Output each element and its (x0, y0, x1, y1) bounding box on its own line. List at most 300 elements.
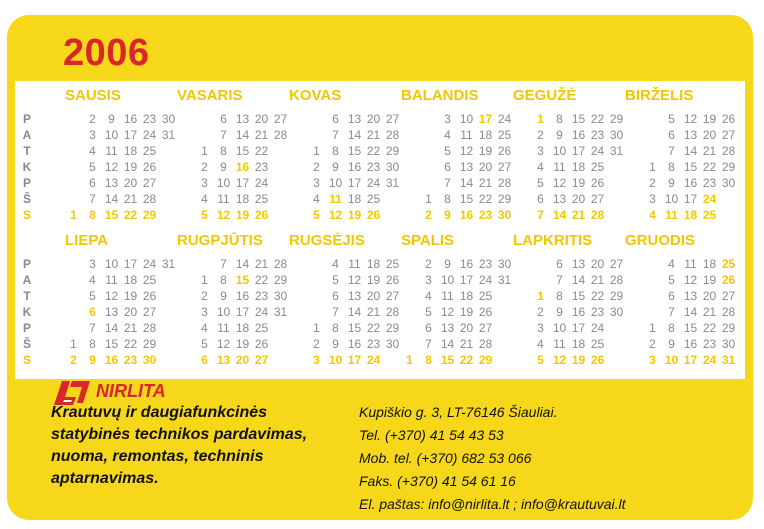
company-description-line: aptarnavimas. (51, 470, 159, 487)
day-cell: 14 (552, 208, 567, 222)
day-cell: 24 (497, 112, 512, 126)
day-cell: 10 (328, 176, 343, 190)
day-cell: 25 (142, 144, 157, 158)
day-cell: 10 (104, 257, 119, 271)
day-cell: 24 (366, 176, 381, 190)
day-cell: 20 (235, 353, 250, 367)
day-cell: 22 (702, 321, 717, 335)
day-cell: 14 (347, 128, 362, 142)
day-cell: 11 (217, 192, 230, 206)
day-cell: 17 (123, 257, 138, 271)
company-description-line: nuoma, remontas, techninis (51, 448, 264, 465)
day-cell: 29 (609, 112, 624, 126)
month-name: BIRŽELIS (625, 87, 694, 104)
month-block (401, 87, 515, 227)
day-cell: 1 (201, 273, 208, 287)
day-cell: 28 (273, 257, 288, 271)
weekday-label: T (23, 289, 31, 303)
day-cell: 6 (668, 128, 675, 142)
day-cell: 20 (478, 160, 493, 174)
day-cell: 2 (649, 176, 656, 190)
day-cell: 3 (89, 128, 96, 142)
day-cell: 3 (537, 321, 544, 335)
day-cell: 17 (347, 353, 362, 367)
day-cell: 13 (459, 160, 474, 174)
day-cell: 7 (332, 128, 339, 142)
weekday-label: P (22, 112, 31, 126)
day-cell: 12 (216, 337, 231, 351)
day-cell: 11 (105, 144, 118, 158)
day-cell: 4 (537, 337, 544, 351)
day-cell: 17 (235, 176, 250, 190)
day-cell: 8 (444, 192, 451, 206)
day-cell: 28 (609, 273, 624, 287)
day-cell: 20 (459, 321, 474, 335)
month-name: KOVAS (289, 87, 342, 104)
day-cell: 25 (385, 257, 400, 271)
day-cell: 14 (104, 192, 119, 206)
day-cell: 7 (332, 305, 339, 319)
day-cell: 4 (201, 192, 208, 206)
day-cell: 15 (235, 144, 250, 158)
day-cell: 30 (273, 289, 288, 303)
day-cell: 7 (537, 208, 544, 222)
day-cell: 2 (201, 160, 208, 174)
month-name: SAUSIS (65, 87, 121, 104)
year-title: 2006 (63, 32, 150, 74)
day-cell: 8 (668, 160, 675, 174)
day-cell: 21 (366, 305, 381, 319)
day-cell: 29 (478, 353, 493, 367)
day-cell: 16 (104, 353, 119, 367)
month-name: GEGUŽĖ (513, 87, 577, 104)
day-cell: 12 (104, 289, 119, 303)
day-cell: 31 (161, 257, 176, 271)
day-cell: 4 (89, 144, 96, 158)
day-cell: 15 (571, 112, 586, 126)
month-block (513, 232, 627, 372)
weekday-label: P (22, 257, 31, 271)
day-cell: 24 (142, 128, 157, 142)
company-fax: Faks. (+370) 41 54 61 16 (359, 473, 516, 489)
day-cell: 19 (702, 273, 717, 287)
day-cell: 2 (313, 160, 320, 174)
day-cell: 28 (721, 305, 736, 319)
day-cell: 22 (590, 289, 605, 303)
day-cell: 16 (683, 176, 698, 190)
day-cell: 7 (220, 128, 227, 142)
day-cell: 21 (590, 273, 605, 287)
day-cell: 13 (683, 128, 698, 142)
day-cell: 30 (497, 257, 512, 271)
day-cell: 18 (571, 160, 586, 174)
day-cell: 15 (459, 192, 474, 206)
day-cell: 22 (123, 337, 138, 351)
day-cell: 29 (385, 321, 400, 335)
day-cell: 1 (425, 192, 432, 206)
day-cell: 10 (328, 353, 343, 367)
day-cell: 21 (123, 321, 138, 335)
day-cell: 12 (440, 305, 455, 319)
day-cell: 5 (201, 208, 208, 222)
month-name: RUGSĖJIS (289, 232, 365, 249)
day-cell: 16 (459, 257, 474, 271)
weekday-label: Š (22, 337, 31, 351)
day-cell: 30 (609, 128, 624, 142)
day-cell: 6 (537, 192, 544, 206)
day-cell: 3 (537, 144, 544, 158)
day-cell: 9 (108, 112, 115, 126)
day-cell: 13 (104, 176, 119, 190)
day-cell: 8 (668, 321, 675, 335)
day-cell: 1 (649, 321, 656, 335)
day-cell: 28 (590, 208, 605, 222)
day-cell: 11 (329, 192, 342, 206)
day-cell: 7 (220, 257, 227, 271)
day-cell: 9 (668, 337, 675, 351)
day-cell: 9 (220, 289, 227, 303)
day-cell: 14 (440, 337, 455, 351)
day-cell: 23 (590, 128, 605, 142)
day-cell: 12 (683, 112, 698, 126)
day-cell: 21 (478, 176, 493, 190)
month-block (625, 232, 739, 372)
day-cell: 31 (161, 128, 176, 142)
day-cell: 10 (216, 176, 231, 190)
day-cell: 25 (497, 128, 512, 142)
day-cell: 1 (70, 208, 77, 222)
day-cell: 16 (235, 289, 250, 303)
day-cell: 28 (142, 192, 157, 206)
day-cell: 3 (649, 192, 656, 206)
day-cell: 5 (201, 337, 208, 351)
day-cell: 22 (123, 208, 138, 222)
day-cell: 20 (702, 289, 717, 303)
day-cell: 30 (161, 112, 176, 126)
weekday-label: Š (22, 192, 31, 206)
day-cell: 20 (366, 289, 381, 303)
day-cell: 2 (89, 112, 96, 126)
day-cell: 18 (123, 144, 138, 158)
day-cell: 2 (537, 128, 544, 142)
day-cell: 4 (649, 208, 656, 222)
day-cell: 20 (123, 176, 138, 190)
day-cell: 22 (366, 321, 381, 335)
weekday-label: A (22, 128, 32, 142)
day-cell: 25 (590, 337, 605, 351)
day-cell: 23 (142, 112, 157, 126)
day-cell: 26 (366, 208, 381, 222)
day-cell: 9 (556, 128, 563, 142)
day-cell: 23 (254, 160, 269, 174)
day-cell: 18 (235, 321, 250, 335)
day-cell: 22 (366, 144, 381, 158)
day-cell: 28 (478, 337, 493, 351)
day-cell: 26 (721, 112, 736, 126)
day-cell: 7 (668, 305, 675, 319)
day-cell: 3 (649, 353, 656, 367)
day-cell: 3 (313, 176, 320, 190)
day-cell: 15 (347, 321, 362, 335)
day-cell: 25 (254, 321, 269, 335)
day-cell: 24 (142, 257, 157, 271)
day-cell: 1 (537, 112, 544, 126)
month-block (65, 87, 179, 227)
day-cell: 29 (273, 273, 288, 287)
calendar-card (7, 15, 753, 520)
day-cell: 18 (459, 289, 474, 303)
day-cell: 5 (89, 289, 96, 303)
day-cell: 27 (721, 128, 736, 142)
day-cell: 24 (366, 353, 381, 367)
calendar-grid (15, 81, 745, 379)
day-cell: 16 (235, 160, 250, 174)
day-cell: 4 (201, 321, 208, 335)
day-cell: 15 (347, 144, 362, 158)
day-cell: 3 (201, 305, 208, 319)
day-cell: 23 (366, 337, 381, 351)
day-cell: 5 (668, 273, 675, 287)
day-cell: 1 (537, 289, 544, 303)
day-cell: 5 (313, 208, 320, 222)
day-cell: 26 (142, 289, 157, 303)
day-cell: 28 (273, 128, 288, 142)
day-cell: 12 (104, 160, 119, 174)
day-cell: 14 (235, 128, 250, 142)
company-description-line: statybinės technikos pardavimas, (51, 426, 308, 443)
day-cell: 29 (385, 144, 400, 158)
day-cell: 29 (721, 321, 736, 335)
day-cell: 19 (571, 176, 586, 190)
day-cell: 5 (425, 305, 432, 319)
day-cell: 17 (683, 192, 698, 206)
day-cell: 5 (444, 144, 451, 158)
day-cell: 30 (721, 176, 736, 190)
day-cell: 19 (478, 144, 493, 158)
day-cell: 4 (537, 160, 544, 174)
month-name: LAPKRITIS (513, 232, 593, 249)
day-cell: 7 (89, 192, 96, 206)
day-cell: 17 (571, 321, 586, 335)
day-cell: 26 (254, 208, 269, 222)
day-cell: 14 (683, 144, 698, 158)
day-cell: 16 (347, 160, 362, 174)
day-cell: 29 (609, 289, 624, 303)
day-cell: 22 (590, 112, 605, 126)
day-cell: 27 (142, 176, 157, 190)
day-cell: 27 (609, 257, 624, 271)
day-cell: 25 (721, 257, 736, 271)
day-cell: 19 (235, 337, 250, 351)
day-cell: 9 (668, 176, 675, 190)
day-cell: 4 (332, 257, 339, 271)
day-cell: 13 (104, 305, 119, 319)
day-cell: 19 (366, 273, 381, 287)
day-cell: 29 (497, 192, 512, 206)
day-cell: 14 (235, 257, 250, 271)
day-cell: 25 (142, 273, 157, 287)
day-cell: 17 (478, 112, 493, 126)
company-phone: Tel. (+370) 41 54 43 53 (359, 427, 504, 443)
day-cell: 20 (123, 305, 138, 319)
day-cell: 6 (332, 112, 339, 126)
day-cell: 14 (459, 176, 474, 190)
month-name: RUGPJŪTIS (177, 232, 263, 249)
day-cell: 27 (385, 112, 400, 126)
day-cell: 25 (478, 289, 493, 303)
day-cell: 21 (254, 257, 269, 271)
day-cell: 17 (347, 176, 362, 190)
weekday-label: K (22, 305, 32, 319)
day-cell: 19 (123, 289, 138, 303)
day-cell: 23 (478, 208, 493, 222)
day-cell: 21 (571, 208, 586, 222)
day-cell: 13 (347, 289, 362, 303)
day-cell: 18 (683, 208, 698, 222)
day-cell: 12 (552, 353, 567, 367)
day-cell: 29 (142, 337, 157, 351)
day-cell: 9 (332, 337, 339, 351)
day-cell: 15 (571, 289, 586, 303)
day-cell: 27 (497, 160, 512, 174)
day-cell: 15 (683, 160, 698, 174)
day-cell: 6 (89, 305, 96, 319)
day-cell: 21 (254, 128, 269, 142)
day-cell: 5 (537, 176, 544, 190)
day-cell: 31 (497, 273, 512, 287)
day-cell: 30 (385, 337, 400, 351)
day-cell: 21 (702, 144, 717, 158)
day-cell: 18 (478, 128, 493, 142)
day-cell: 31 (609, 144, 624, 158)
day-cell: 8 (332, 321, 339, 335)
day-cell: 1 (406, 353, 413, 367)
day-cell: 13 (216, 353, 231, 367)
day-cell: 15 (683, 321, 698, 335)
day-cell: 2 (537, 305, 544, 319)
day-cell: 2 (425, 208, 432, 222)
day-cell: 10 (552, 321, 567, 335)
month-name: BALANDIS (401, 87, 479, 104)
day-cell: 14 (104, 321, 119, 335)
day-cell: 7 (556, 273, 563, 287)
day-cell: 22 (254, 273, 269, 287)
day-cell: 13 (440, 321, 455, 335)
day-cell: 19 (702, 112, 717, 126)
company-mobile: Mob. tel. (+370) 682 53 066 (359, 450, 532, 466)
day-cell: 7 (668, 144, 675, 158)
day-cell: 16 (347, 337, 362, 351)
day-cell: 12 (683, 273, 698, 287)
day-cell: 12 (552, 176, 567, 190)
weekday-label: S (22, 208, 31, 222)
day-cell: 29 (142, 208, 157, 222)
day-cell: 2 (313, 337, 320, 351)
day-cell: 20 (590, 257, 605, 271)
day-cell: 27 (385, 289, 400, 303)
day-cell: 21 (702, 305, 717, 319)
day-cell: 9 (444, 208, 451, 222)
day-cell: 31 (273, 305, 288, 319)
day-cell: 18 (347, 192, 362, 206)
day-cell: 15 (104, 208, 119, 222)
day-cell: 18 (123, 273, 138, 287)
day-cell: 30 (721, 337, 736, 351)
day-cell: 17 (459, 273, 474, 287)
weekday-label: P (22, 321, 31, 335)
day-cell: 25 (702, 208, 717, 222)
day-cell: 20 (702, 128, 717, 142)
day-cell: 28 (385, 128, 400, 142)
day-cell: 14 (347, 305, 362, 319)
month-name: SPALIS (401, 232, 455, 249)
day-cell: 16 (571, 305, 586, 319)
day-cell: 10 (664, 192, 679, 206)
day-cell: 15 (440, 353, 455, 367)
company-email: El. paštas: info@nirlita.lt ; info@krautuvai.lt (359, 496, 626, 512)
day-cell: 6 (425, 321, 432, 335)
day-cell: 26 (254, 337, 269, 351)
day-cell: 13 (552, 192, 567, 206)
day-cell: 11 (460, 128, 473, 142)
month-name: LIEPA (65, 232, 109, 249)
day-cell: 1 (649, 160, 656, 174)
day-cell: 25 (590, 160, 605, 174)
month-block (65, 232, 179, 372)
day-cell: 10 (552, 144, 567, 158)
day-cell: 24 (254, 305, 269, 319)
month-block (625, 87, 739, 227)
day-cell: 27 (721, 289, 736, 303)
day-cell: 28 (721, 144, 736, 158)
day-cell: 6 (220, 112, 227, 126)
month-name: VASARIS (177, 87, 243, 104)
day-cell: 6 (89, 176, 96, 190)
day-cell: 6 (668, 289, 675, 303)
day-cell: 18 (366, 257, 381, 271)
day-cell: 11 (553, 160, 566, 174)
day-cell: 6 (444, 160, 451, 174)
day-cell: 10 (664, 353, 679, 367)
day-cell: 9 (556, 305, 563, 319)
day-cell: 1 (313, 321, 320, 335)
day-cell: 12 (328, 208, 343, 222)
day-cell: 28 (385, 305, 400, 319)
day-cell: 3 (201, 176, 208, 190)
day-cell: 22 (459, 353, 474, 367)
day-cell: 26 (590, 353, 605, 367)
day-cell: 29 (721, 160, 736, 174)
day-cell: 6 (332, 289, 339, 303)
month-block (513, 87, 627, 227)
day-cell: 13 (347, 112, 362, 126)
day-cell: 24 (254, 176, 269, 190)
day-cell: 11 (684, 257, 697, 271)
day-cell: 3 (89, 257, 96, 271)
day-cell: 14 (683, 305, 698, 319)
day-cell: 16 (571, 128, 586, 142)
day-cell: 23 (254, 289, 269, 303)
day-cell: 12 (459, 144, 474, 158)
day-cell: 20 (254, 112, 269, 126)
weekday-label: S (22, 353, 31, 367)
day-cell: 3 (313, 353, 320, 367)
day-cell: 19 (571, 353, 586, 367)
day-cell: 15 (235, 273, 250, 287)
day-cell: 19 (459, 305, 474, 319)
day-cell: 9 (220, 160, 227, 174)
day-cell: 1 (313, 144, 320, 158)
